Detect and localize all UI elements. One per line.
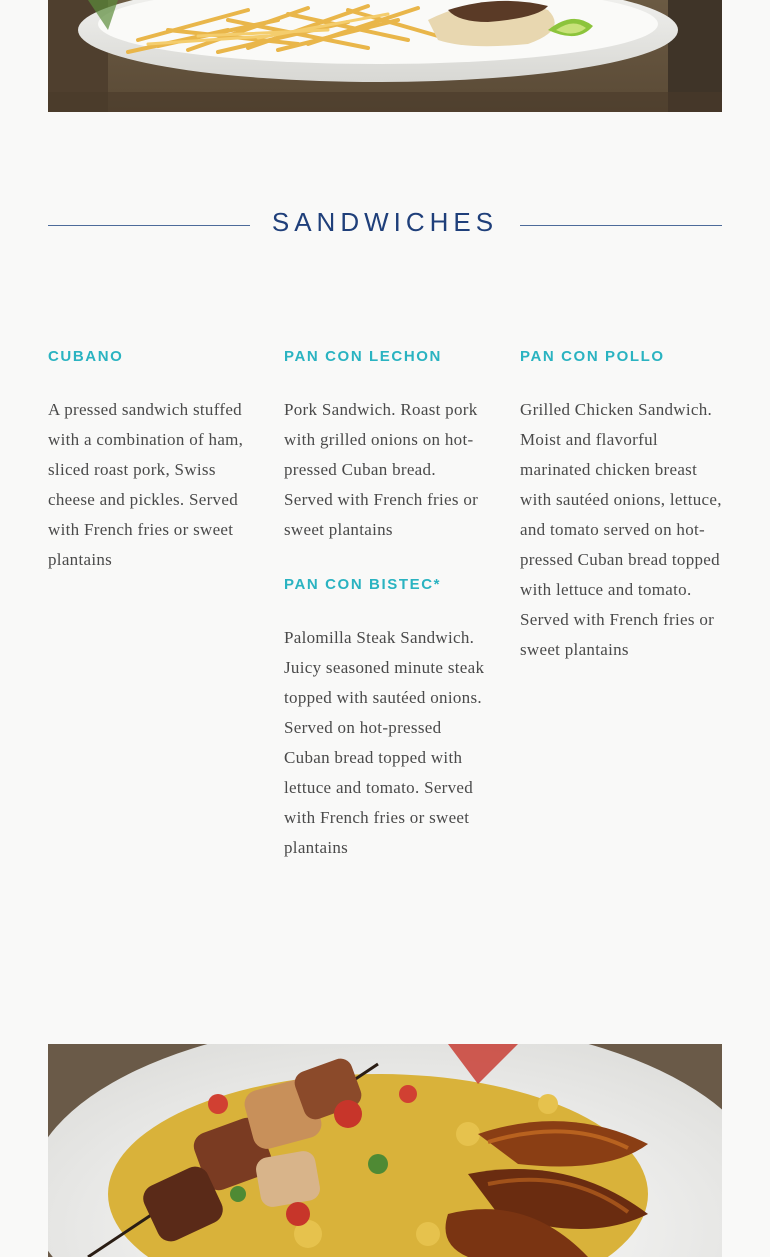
menu-item-description: Grilled Chicken Sandwich. Moist and flavorful marinated chicken breast with sautéed onions, lettuce, and tomato served on hot-pressed Cuban bread topped with lettuce and tomato. — [520, 400, 722, 599]
menu-column-1 — [48, 347, 253, 575]
heading-divider-left — [48, 225, 250, 226]
kebab-and-plantains-icon — [48, 1044, 722, 1257]
menu-item-description: A pressed sandwich stuffed with a combination of ham, sliced roast pork, Swiss cheese and pickles. Served with French fries or sweet plantains — [48, 400, 244, 569]
plate-of-fries-icon — [48, 0, 722, 112]
menu-item-pan-con-lechon — [284, 347, 489, 545]
menu-item-name: PAN CON POLLO — [520, 348, 665, 365]
menu-item-pan-con-pollo — [520, 347, 725, 665]
menu-item-name: CUBANO — [48, 348, 124, 365]
menu-item-cubano — [48, 347, 253, 575]
menu-item-name: PAN CON LECHON — [284, 348, 442, 365]
heading-divider-right — [520, 225, 722, 226]
menu-column-2 — [284, 347, 489, 863]
menu-item-description: Pork Sandwich. Roast pork with grilled onions on hot-pressed Cuban bread. Served with French fries or sweet plantains — [284, 400, 479, 539]
menu-item-description: Palomilla Steak Sandwich. Juicy seasoned minute steak topped with sautéed onions. Served on hot-pressed Cuban bread topped with lettuce and tomato. Served with French fries or sweet plantains — [284, 628, 485, 857]
menu-item-pan-con-bistec — [284, 575, 489, 863]
menu-item-description-extra: Served with French fries or sweet plantains — [520, 610, 715, 659]
section-heading — [48, 205, 722, 245]
menu-column-3 — [520, 347, 725, 665]
menu-item-name: PAN CON BISTEC* — [284, 576, 442, 593]
section-title: SANDWICHES — [271, 207, 499, 237]
